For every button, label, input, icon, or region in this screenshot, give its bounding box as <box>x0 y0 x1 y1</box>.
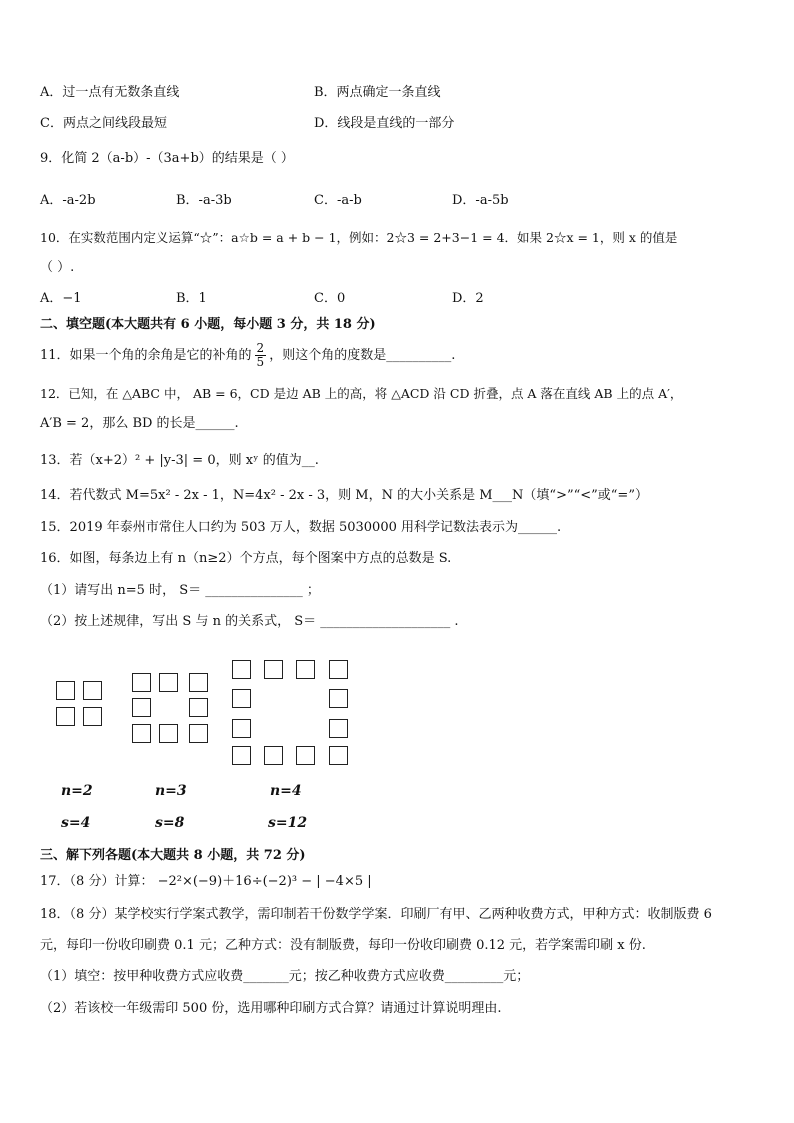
square-dot <box>159 673 178 692</box>
square-dot <box>132 698 151 717</box>
q12-line1: 12．已知，在 △ABC 中， AB = 6，CD 是边 AB 上的高，将 △ACD 沿 CD 折叠，点 A 落在直线 AB 上的点 A′， <box>40 386 683 401</box>
q10-option-d: D．2 <box>452 291 484 306</box>
square-dot <box>189 698 208 717</box>
q10-option-c: C．0 <box>314 291 346 306</box>
square-dot <box>189 673 208 692</box>
label-s3: s=8 <box>155 815 185 831</box>
section3-heading: 三、解下列各题(本大题共 8 小题，共 72 分) <box>40 848 306 863</box>
q11 <box>40 339 455 373</box>
q16-sub2: （2）按上述规律，写出 S 与 n 的关系式， S＝ ____________________ . <box>40 614 459 629</box>
square-dot <box>264 746 283 765</box>
q16-stem: 16．如图，每条边上有 n（n≥2）个方点，每个图案中方点的总数是 S. <box>40 551 452 566</box>
q11-fraction: $\frac{2}{5}$ <box>256 341 265 369</box>
q10-option-a: A．−1 <box>40 291 82 306</box>
q18-sub2: （2）若该校一年级需印 500 份，选用哪种印刷方式合算？请通过计算说明理由. <box>40 1001 502 1016</box>
q11-before: 11．如果一个角的余角是它的补角的 <box>40 348 252 363</box>
square-dot <box>329 660 348 679</box>
square-dot <box>296 746 315 765</box>
square-dot <box>159 724 178 743</box>
q9-option-d: D．-a-5b <box>452 193 509 208</box>
label-s2: s=4 <box>61 815 91 831</box>
q18-line2: 元，每印一份收印刷费 0.1 元；乙种方式：没有制版费，每印一份收印刷费 0.12 元，若学案需印刷 x 份. <box>40 938 646 953</box>
q9-option-c: C．-a-b <box>314 193 362 208</box>
q18-line1: 18．（8 分）某学校实行学案式教学，需印制若干份数学学案．印刷厂有甲、乙两种收费方式，甲种方式：收制版费 6 <box>40 907 712 922</box>
square-dot <box>329 719 348 738</box>
square-dot <box>83 681 102 700</box>
q9-stem: 9．化简 2（a-b）-（3a+b）的结果是（ ） <box>40 151 294 166</box>
square-dot <box>232 660 251 679</box>
q16-sub1: （1）请写出 n=5 时， S＝ _______________ ； <box>40 583 320 598</box>
section2-heading: 二、填空题(本大题共有 6 小题，每小题 3 分，共 18 分) <box>40 317 376 332</box>
q17: 17．（8 分）计算： −2²×(−9)＋16÷(−2)³ − | −4×5 | <box>40 874 372 889</box>
square-dot <box>83 707 102 726</box>
square-dot <box>232 719 251 738</box>
square-dot <box>56 681 75 700</box>
q10-option-b: B．1 <box>176 291 207 306</box>
q13: 13．若（x+2）² + |y-3| = 0，则 xʸ 的值为__. <box>40 453 319 468</box>
square-dot <box>329 689 348 708</box>
q10-stem-line2: （ ）. <box>40 260 75 275</box>
label-n4: n=4 <box>270 783 302 799</box>
label-s4: s=12 <box>268 815 308 831</box>
q8-option-d: D．线段是直线的一部分 <box>314 116 455 131</box>
square-dot <box>232 689 251 708</box>
q18-sub1: （1）填空：按甲种收费方式应收费_______元；按乙种收费方式应收费_________元； <box>40 969 530 984</box>
q12-line2: A′B = 2，那么 BD 的长是______. <box>40 416 239 431</box>
square-dot <box>264 660 283 679</box>
square-dot <box>56 707 75 726</box>
label-n3: n=3 <box>155 783 187 799</box>
q14: 14．若代数式 M=5x² - 2x - 1，N=4x² - 2x - 3，则 M，N 的大小关系是 M___N（填“>”“<”或“=”） <box>40 488 648 503</box>
square-dot <box>296 660 315 679</box>
square-dot <box>189 724 208 743</box>
square-dot <box>132 724 151 743</box>
q8-option-c: C．两点之间线段最短 <box>40 116 167 131</box>
q9-option-a: A．-a-2b <box>40 193 96 208</box>
q15: 15．2019 年泰州市常住人口约为 503 万人，数据 5030000 用科学记数法表示为______. <box>40 520 562 535</box>
q8-option-a: A．过一点有无数条直线 <box>40 85 180 100</box>
q9-option-b: B．-a-3b <box>176 193 232 208</box>
square-dot <box>232 746 251 765</box>
square-dot <box>329 746 348 765</box>
q8-option-b: B．两点确定一条直线 <box>314 85 441 100</box>
square-dot <box>132 673 151 692</box>
label-n2: n=2 <box>61 783 93 799</box>
q10-stem-line1: 10．在实数范围内定义运算“☆”：a☆b = a + b − 1，例如：2☆3 = 2+3−1 = 4．如果 2☆x = 1，则 x 的值是 <box>40 230 678 245</box>
q11-after: ，则这个角的度数是__________. <box>269 348 456 363</box>
